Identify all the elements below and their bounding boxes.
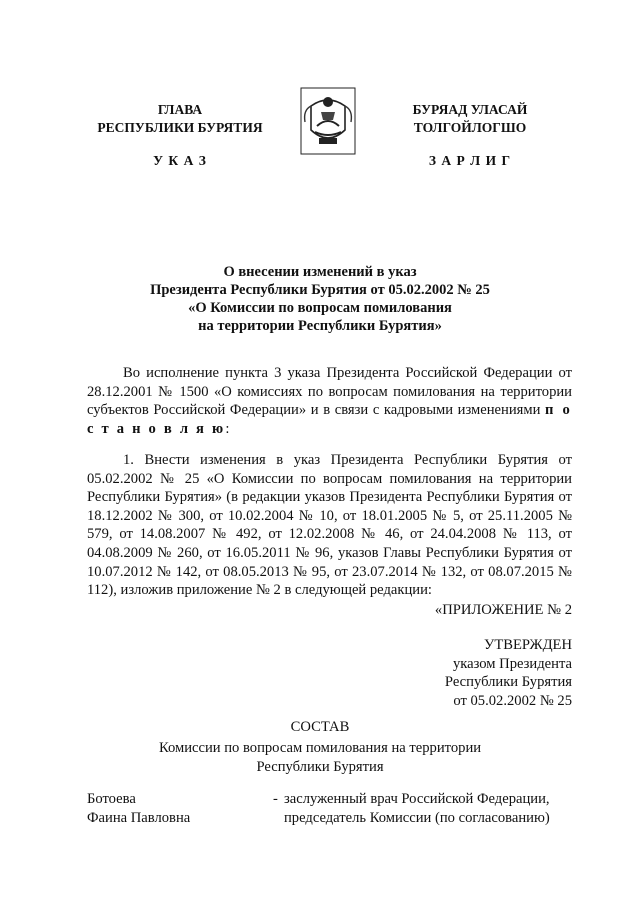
header-left-title-2: РЕСПУБЛИКИ БУРЯТИЯ: [97, 120, 263, 135]
title-line-1: О внесении изменений в указ: [223, 264, 417, 280]
member-row: [87, 790, 572, 830]
header-left: [80, 101, 280, 137]
title-line-2: Президента Республики Бурятия от 05.02.2002 № 25: [150, 282, 490, 298]
approved-label: УТВЕРЖДЕН: [484, 637, 572, 653]
member-dash: -: [273, 791, 278, 807]
member-surname: Ботоева: [87, 791, 136, 807]
member-role-1: заслуженный врач Российской Федерации,: [284, 791, 550, 807]
approved-by-2: Республики Бурятия: [444, 674, 572, 691]
appendix-label: «ПРИЛОЖЕНИЕ № 2: [434, 602, 572, 618]
composition-sub-2: Республики Бурятия: [256, 758, 384, 775]
header-right-doc-type: З А Р Л И Г: [428, 153, 512, 168]
header-right-title-1: БУРЯАД УЛАСАЙ: [412, 102, 528, 117]
approved-by-3: от 05.02.2002 № 25: [453, 692, 572, 709]
item-1-paragraph: [87, 451, 572, 600]
item-1-text: 1. Внести изменения в указ Президента Республики Бурятия от 05.02.2002 № 25 «О Комиссии по вопросам помилования на территории Республики Бурятия» (в редакции указов Президента Республики Бурятия от 18.12.2002 № 300, от 10.02.2004 № 10, от 18.01.2005 № 5, от 25.11.2005 № 579, от 14.08.2007 № 492, от 12.02.2008 № 46, от 24.04.2008 № 113, от 04.08.2009 № 260, от 16.05.2011 № 96, указов Главы Республики Бурятия от 10.07.2012 № 142, от 08.05.2013 № 95, от 23.07.2014 № 132, от 08.07.2015 № 112), изложив приложение № 2 в следующей редакции:: [87, 452, 572, 599]
composition-subheading: [0, 739, 640, 776]
member-role-2: председатель Комиссии (по согласованию): [284, 809, 550, 826]
composition-sub-1: Комиссии по вопросам помилования на территории: [158, 740, 482, 756]
member-given-name: Фаина Павловна: [87, 809, 191, 826]
member-role: [284, 790, 572, 827]
approved-by-1: указом Президента: [452, 655, 572, 672]
decree-word: п о с т а н о в л я ю: [87, 402, 572, 437]
emblem-icon: [299, 86, 357, 156]
header-right: [370, 101, 570, 137]
composition-heading: СОСТАВ: [290, 719, 350, 735]
document-title: [0, 263, 640, 335]
title-line-4: на территории Республики Бурятия»: [198, 318, 442, 334]
header-right-title-2: ТОЛГОЙЛОГШО: [413, 120, 527, 135]
coat-of-arms-emblem: [299, 86, 357, 156]
approval-block: [300, 636, 572, 710]
preamble-tail: :: [225, 420, 230, 437]
header-left-title-1: ГЛАВА: [157, 102, 203, 117]
preamble-text: Во исполнение пункта 3 указа Президента Российской Федерации от 28.12.2001 № 1500 «О комиссиях по вопросам помилования на территории субъектов Российской Федерации» и в связи с кадровыми изменениями: [87, 365, 572, 419]
title-line-3: «О Комиссии по вопросам помилования: [188, 300, 452, 316]
preamble-paragraph: [87, 364, 572, 438]
member-name: [87, 790, 247, 827]
header-left-doc-type: У К А З: [153, 153, 207, 168]
